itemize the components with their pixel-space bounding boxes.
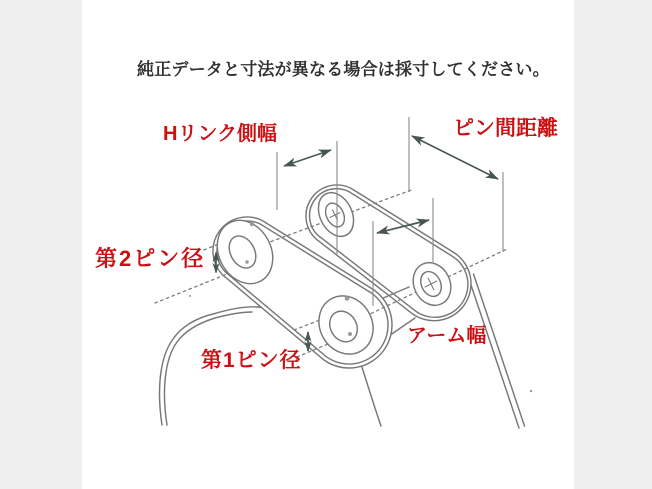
label-pin-distance: ピン間距離 [453, 117, 558, 140]
label-arm-width: アーム幅 [407, 325, 487, 347]
page-title: 純正データと寸法が異なる場合は採寸してください。 [137, 60, 550, 79]
label-h-link-side-width: Hリンク側幅 [163, 123, 278, 145]
label-pin2-diameter: 第2ピン径 [95, 246, 206, 271]
label-pin1-diameter: 第1ピン径 [201, 349, 302, 372]
bucket-link-rod [468, 274, 525, 428]
